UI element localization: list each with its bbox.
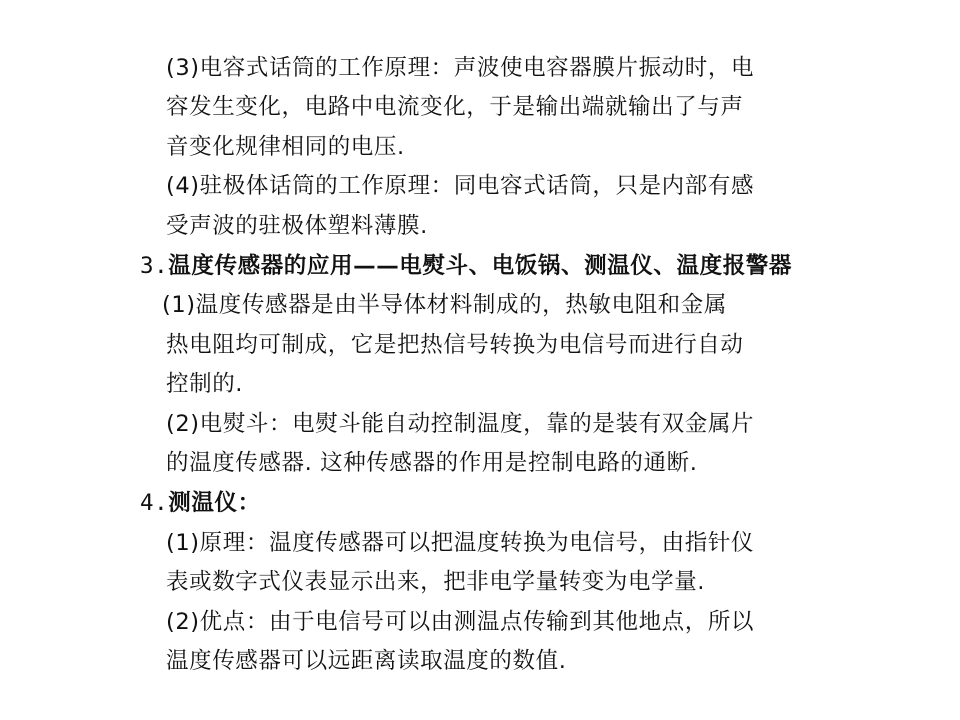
electret-mic-line-1: (4)驻极体话筒的工作原理：同电容式话筒，只是内部有感 [166,173,755,199]
mic-principle-line-2: 容发生变化，电路中电流变化，于是输出端就输出了与声 [166,94,744,120]
section-3-item-2-line-2: 的温度传感器. 这种传感器的作用是控制电路的通断. [166,450,698,476]
section-4-item-2-line-1: (2)优点：由于电信号可以由测温点传输到其他地点，所以 [166,609,755,635]
mic-principle-line-1: (3)电容式话筒的工作原理：声波使电容器膜片振动时，电 [166,55,755,81]
section-3-heading [140,251,792,281]
section-3-item-1-line-1: (1)温度传感器是由半导体材料制成的，热敏电阻和金属 [162,292,727,318]
section-3-title: 温度传感器的应用——电熨斗、电饭锅、测温仪、温度报警器 [168,253,792,279]
section-3-item-2-line-1: (2)电熨斗：电熨斗能自动控制温度，靠的是装有双金属片 [166,411,755,437]
section-4-heading [140,488,261,518]
section-3-item-1-line-3: 控制的. [166,371,244,397]
section-4-item-2-line-2: 温度传感器可以远距离读取温度的数值. [166,648,567,674]
section-4-title: 测温仪： [168,490,261,516]
mic-principle-line-3: 音变化规律相同的电压. [166,134,405,160]
electret-mic-line-2: 受声波的驻极体塑料薄膜. [166,213,428,239]
section-4-item-1-line-1: (1)原理：温度传感器可以把温度转换为电信号，由指针仪 [166,530,755,556]
section-3-item-1-line-2: 热电阻均可制成，它是把热信号转换为电信号而进行自动 [166,332,744,358]
section-3-number: 3. [140,253,169,279]
section-4-number: 4. [140,490,169,516]
section-4-item-1-line-2: 表或数字式仪表显示出来，把非电学量转变为电学量. [166,569,706,595]
